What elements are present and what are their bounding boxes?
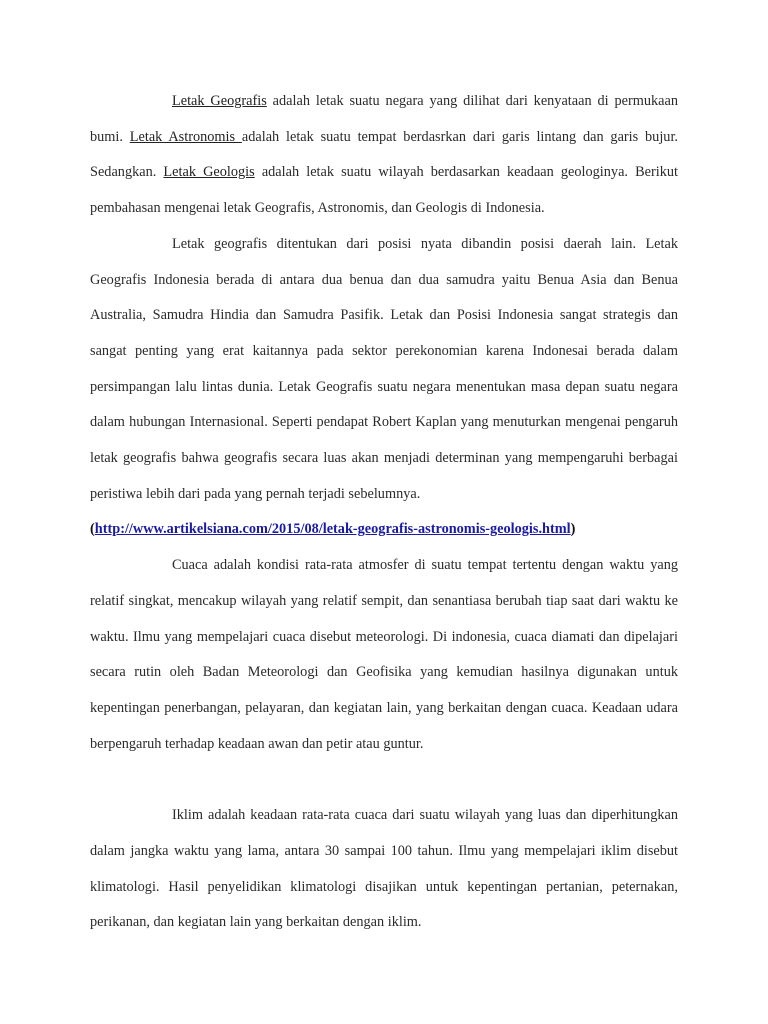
source-citation [90,512,678,548]
paragraph-letak-definitions [90,84,678,227]
source-open-paren: ( [90,521,95,538]
paragraph-cuaca: Cuaca adalah kondisi rata-rata atmosfer di suatu tempat tertentu dengan waktu yang relatif singkat, mencakup wilayah yang relatif sempit, dan senantiasa berubah tiap saat dari waktu ke waktu. Ilmu yang mempelajari cuaca disebut meteorologi. Di indonesia, cuaca diamati dan dipelajari secara rutin oleh Badan Meteorologi dan Geofisika yang kemudian hasilnya digunakan untuk kepentingan penerbangan, pelayaran, dan kegiatan lain, yang berkaitan dengan cuaca. Keadaan udara berpengaruh terhadap keadaan awan dan petir atau guntur. [90,557,678,752]
term-letak-geologis: Letak Geologis [163,164,255,181]
term-letak-geografis: Letak Geografis [172,93,267,109]
paragraph-letak-geografis: Letak geografis ditentukan dari posisi nyata dibandin posisi daerah lain. Letak Geografis Indonesia berada di antara dua benua dan dua samudra yaitu Benua Asia dan Benua Australia, Samudra Hindia dan Samudra Pasifik. Letak dan Posisi Indonesia sangat strategis dan sangat penting yang erat kaitannya pada sektor perekonomian karena Indonesai berada dalam persimpangan lalu lintas dunia. Letak Geografis suatu negara menentukan masa depan suatu negara dalam hubungan Internasional. Seperti pendapat Robert Kaplan yang menuturkan mengenai pengaruh letak geografis bahwa geografis secara luas akan menjadi determinan yang mempengaruhi berbagai peristiwa lebih dari pada yang pernah terjadi sebelumnya. [90,235,678,502]
text-fragment: adalah letak suatu tempat berdasrkan dari garis lintang dan garis bujur. Sedangkan. [90,128,678,181]
document-page [90,84,678,941]
term-letak-astronomis: Letak Astronomis [129,128,242,145]
paragraph-iklim: Iklim adalah keadaan rata-rata cuaca dari suatu wilayah yang luas dan diperhitungkan dalam jangka waktu yang lama, antara 30 sampai 100 tahun. Ilmu yang mempelajari iklim disebut klimatologi. Hasil penyelidikan klimatologi disajikan untuk kepentingan pertanian, peternakan, perikanan, dan kegiatan lain yang berkaitan dengan iklim. [90,807,678,931]
paragraph-gap [90,762,678,798]
source-link[interactable]: http://www.artikelsiana.com/2015/08/letak-geografis-astronomis-geologis.html [94,521,571,538]
text-fragment: adalah letak suatu negara yang dilihat dari kenyataan di permukaan bumi. [90,93,678,145]
source-close-paren: ) [570,521,576,538]
text-fragment: adalah letak suatu wilayah berdasarkan keadaan geologinya. Berikut pembahasan mengenai letak Geografis, Astronomis, dan Geologis di Indonesia. [90,164,678,217]
